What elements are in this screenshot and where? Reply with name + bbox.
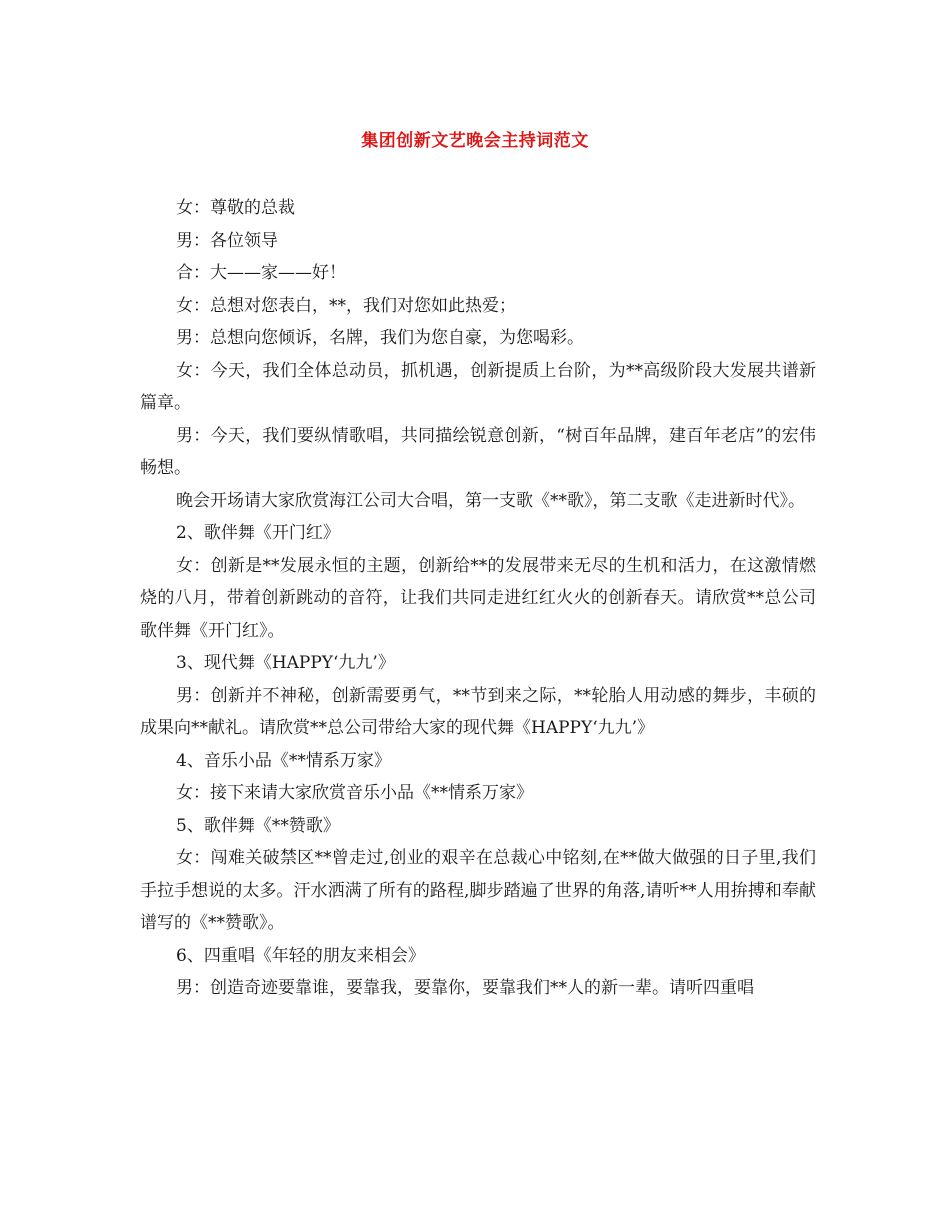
paragraph: 晚会开场请大家欣赏海江公司大合唱，第一支歌《**歌》，第二支歌《走进新时代》。 xyxy=(176,490,805,511)
paragraph: 男：总想向您倾诉，名牌，我们为您自豪，为您喝彩。 xyxy=(176,328,584,348)
section-heading: 5、歌伴舞《**赞歌》 xyxy=(176,815,340,836)
section-heading: 6、四重唱《年轻的朋友来相会》 xyxy=(176,945,425,966)
paragraph: 女：今天，我们全体总动员，抓机遇，创新提质上台阶，为**高级阶段大发展共谱新篇章。 xyxy=(140,360,816,413)
paragraph: 女：闯难关破禁区**曾走过,创业的艰辛在总裁心中铭刻,在**做大做强的日子里,我们手拉手想说的太多。汗水洒满了所有的路程,脚步踏遍了世界的角落,请听**人用拚搏和奉献谱写的《**赞歌》。 xyxy=(140,848,816,933)
paragraph: 女：创新是**发展永恒的主题，创新给**的发展带来无尽的生机和活力，在这激情燃烧的八月，带着创新跳动的音符，让我们共同走进红红火火的创新春天。请欣赏**总公司歌伴舞《开门红》。 xyxy=(140,555,816,641)
paragraph: 女：接下来请大家欣赏音乐小品《**情系万家》 xyxy=(176,783,533,803)
section-heading: 3、现代舞《HAPPY‘九九’》 xyxy=(176,653,395,673)
paragraph: 女：总想对您表白，**，我们对您如此热爱； xyxy=(176,295,516,316)
paragraph: 女：尊敬的总裁 xyxy=(176,198,295,218)
paragraph: 男：各位领导 xyxy=(176,230,278,251)
document-title: 集团创新文艺晚会主持词范文 xyxy=(361,131,589,151)
paragraph: 男：创造奇迹要靠谁，要靠我，要靠你，要靠我们**人的新一辈。请听四重唱 xyxy=(176,978,754,998)
paragraph: 合：大——家——好！ xyxy=(176,263,346,283)
section-heading: 2、歌伴舞《开门红》 xyxy=(176,523,340,543)
document-body xyxy=(140,192,816,1005)
paragraph: 男：创新并不神秘，创新需要勇气，**节到来之际，**轮胎人用动感的舞步，丰硕的成果向**献礼。请欣赏**总公司带给大家的现代舞《HAPPY‘九九’》 xyxy=(140,685,816,738)
section-heading: 4、音乐小品《**情系万家》 xyxy=(176,750,391,771)
paragraph: 男：今天，我们要纵情歌唱，共同描绘锐意创新，“树百年品牌，建百年老店”的宏伟畅想。 xyxy=(140,425,816,478)
